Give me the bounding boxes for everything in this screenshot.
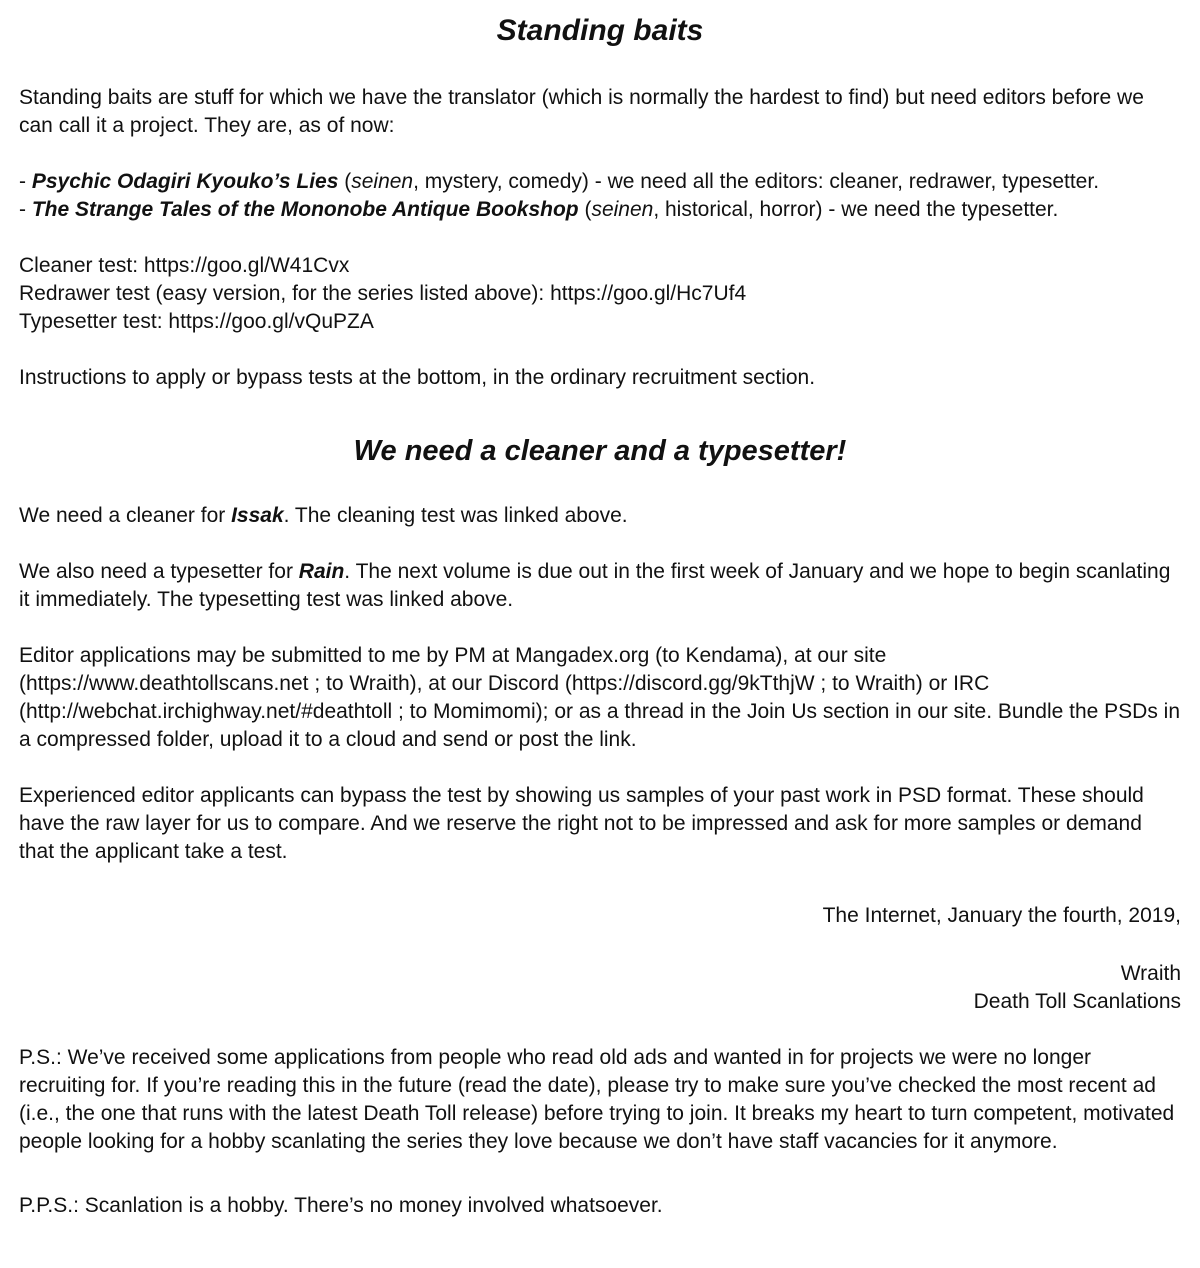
typesetter-test-label: Typesetter test: [19,310,169,333]
redrawer-test-url: https://goo.gl/Hc7Uf4 [550,282,747,305]
cleaner-need-text-after: . The cleaning test was linked above. [283,504,628,527]
ps-paragraph: P.S.: We’ve received some applications from people who read old ads and wanted in for projects we were no longer recruiting for. If you’re reading this in the future (read the date), please try to make sure you’ve checked the most recent ad (i.e., the one that runs with the latest Death Toll release) before trying to join. It breaks my heart to turn competent, motivated people looking for a hobby scanlating the series they love because we don’t have staff vacancies for it anymore. [19,1046,1175,1153]
series-needs: , mystery, comedy) - we need all the editors: cleaner, redrawer, typesetter. [413,170,1100,193]
dateline: The Internet, January the fourth, 2019, [822,904,1181,927]
cleaner-test-url: https://goo.gl/W41Cvx [143,254,350,277]
series-genre: seinen [351,170,414,193]
cleaner-test-label: Cleaner test: [19,254,144,277]
signature-author: Wraith [1120,962,1181,985]
section-heading-need-cleaner-typesetter: We need a cleaner and a typesetter! [353,435,847,467]
signature-block [19,960,1181,1016]
cleaner-need-paragraph [19,502,1181,530]
list-dash: - [19,170,32,193]
typesetter-need-paragraph [19,558,1181,614]
redrawer-test-line [19,280,1181,308]
cleaner-test-line [19,252,1181,280]
typesetter-test-url: https://goo.gl/vQuPZA [168,310,374,333]
signature-group: Death Toll Scanlations [973,990,1181,1013]
applications-paragraph: Editor applications may be submitted to me by PM at Mangadex.org (to Kendama), at our site (https://www.deathtollscans.net ; to Wraith), at our Discord (https://discord.gg/9kTthjW ; to Wraith) or IRC (http://webchat.irchighway.net/#deathtoll ; to Momimomi); or as a thread in the Join Us section in our site. Bundle the PSDs in a compressed folder, upload it to a cloud and send or post the link. [19,644,1181,751]
series-genre: seinen [591,198,654,221]
typesetter-need-text-after: . The next volume is due out in the first week of January and we hope to begin scanlating it immediately. The typesetting test was linked above. [19,560,1171,611]
typesetter-need-text: We also need a typesetter for [19,560,299,583]
instructions-paragraph: Instructions to apply or bypass tests at the bottom, in the ordinary recruitment section. [19,366,816,389]
redrawer-test-label: Redrawer test (easy version, for the series listed above): [19,282,551,305]
list-dash: - [19,198,32,221]
series-title-rain: Rain [298,560,345,583]
cleaner-need-text: We need a cleaner for [19,504,232,527]
series-needs: , historical, horror) - we need the typesetter. [653,198,1059,221]
bait-item-mononobe-bookshop [19,196,1181,224]
bypass-paragraph: Experienced editor applicants can bypass the test by showing us samples of your past work in PSD format. These should have the raw layer for us to compare. And we reserve the right not to be impressed and ask for more samples or demand that the applicant take a test. [19,784,1144,863]
test-links-block [19,252,1181,336]
series-title: Psychic Odagiri Kyouko’s Lies [31,170,339,193]
paren-open: ( [578,198,592,221]
bait-item-psychic-odagiri [19,168,1181,196]
standing-baits-list [19,168,1181,224]
series-title: The Strange Tales of the Mononobe Antique Bookshop [31,198,579,221]
series-title-issak: Issak [231,504,284,527]
intro-paragraph: Standing baits are stuff for which we have the translator (which is normally the hardest to find) but need editors before we can call it a project. They are, as of now: [19,86,1144,137]
paren-open: ( [338,170,352,193]
typesetter-test-line [19,308,1181,336]
pps-paragraph: P.P.S.: Scanlation is a hobby. There’s no money involved whatsoever. [19,1194,663,1217]
page-title: Standing baits [496,14,704,47]
